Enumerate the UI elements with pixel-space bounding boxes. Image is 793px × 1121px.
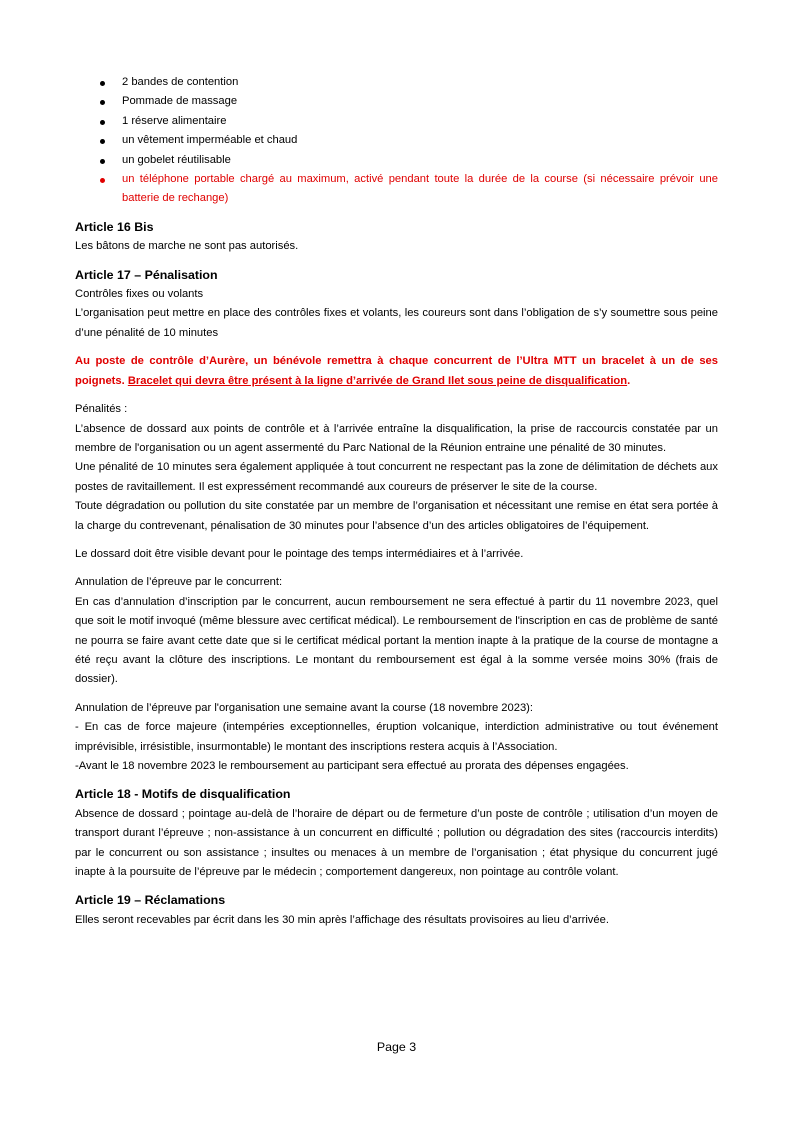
runner-cancellation-label: Annulation de l’épreuve par le concurrent: bbox=[75, 576, 283, 589]
article-16-heading: Article 16 Bis bbox=[75, 219, 154, 234]
list-item: un gobelet réutilisable bbox=[75, 151, 718, 170]
organisation-cancellation-label: Annulation de l’épreuve par l'organisation une semaine avant la course (18 novembre 2023): bbox=[75, 701, 534, 714]
document-body bbox=[75, 73, 718, 930]
penalties-paragraph-2: Une pénalité de 10 minutes sera également appliquée à tout concurrent ne respectant pas la zone de délimitation de déchets aux postes de ravitaillement. Il est expressément recommandé aux coureurs de préserver le site de la course. bbox=[75, 461, 718, 493]
bracelet-notice-underlined: Bracelet qui devra être présent à la ligne d’arrivée de Grand Ilet sous peine de disqualification bbox=[127, 374, 628, 387]
list-item: 2 bandes de contention bbox=[75, 73, 718, 92]
organisation-cancellation-line-1: - En cas de force majeure (intempéries exceptionnelles, éruption volcanique, interdiction administrative ou tout événement imprévisible, irrésistible, insurmontable) le montant des inscriptions restera acquis à l’Association. bbox=[75, 721, 718, 753]
organisation-cancellation-line-2: -Avant le 18 novembre 2023 le remboursement au participant sera effectué au prorata des dépenses engagées. bbox=[75, 760, 629, 772]
article-19-text: Elles seront recevables par écrit dans les 30 min après l’affichage des résultats provisoires au lieu d’arrivée. bbox=[75, 913, 609, 926]
bib-paragraph: Le dossard doit être visible devant pour le pointage des temps intermédiaires et à l’arrivée. bbox=[75, 547, 524, 560]
bracelet-notice-end: . bbox=[627, 374, 631, 387]
page-number: Page 3 bbox=[376, 1040, 417, 1054]
article-17-heading: Article 17 – Pénalisation bbox=[75, 267, 218, 282]
controls-paragraph: L’organisation peut mettre en place des contrôles fixes et volants, les coureurs sont dans l’obligation de s’y soumettre sous peine d’une pénalité de 10 minutes bbox=[75, 307, 718, 339]
penalties-paragraph-3: Toute dégradation ou pollution du site constatée par un membre de l’organisation et nécessitant une remise en état sera portée à la charge du contrevenant, pénalisation de 30 minutes pour l’absence d’un des articles obligatoires de l’équipement. bbox=[75, 500, 718, 532]
article-18-text: Absence de dossard ; pointage au-delà de l’horaire de départ ou de fermeture d’un poste de contrôle ; utilisation d’un moyen de transport durant l’épreuve ; non-assistance à un concurrent en difficulté ; pollution ou dégradation des sites (raccourcis interdits) par le concurrent ou son assistance ; insultes ou menaces à un membre de l’organisation ; état physique du concurrent jugé inapte à la poursuite de l’épreuve par le médecin ; comportement dangereux, non pointage au contrôle volant. bbox=[75, 807, 718, 879]
runner-cancellation-text: En cas d’annulation d’inscription par le concurrent, aucun remboursement ne sera effectué à partir du 11 novembre 2023, quel que soit le motif invoqué (même blessure avec certificat médical). Le remboursement de l'inscription en cas de problème de santé ne pourra se faire avant cette date que si le certificat médical portant la mention inapte à la pratique de la course de montagne a été reçu avant la clôture des inscriptions. Le montant du remboursement est égal à la somme versée moins 30% (frais de dossier). bbox=[75, 595, 718, 686]
bracelet-notice bbox=[75, 352, 718, 391]
controls-subtitle: Contrôles fixes ou volants bbox=[75, 288, 204, 301]
bracelet-notice-text: Au poste de contrôle d’Aurère, un bénévole remettra à chaque concurrent de l’Ultra MTT un bracelet à un de ses poignets. bbox=[75, 355, 718, 387]
penalties-paragraph-1: L’absence de dossard aux points de contrôle et à l’arrivée entraîne la disqualification, la prise de raccourcis constatée par un membre de l'organisation ou un agent assermenté du Parc National de la Réunion entraine une pénalité de 30 minutes. bbox=[75, 422, 718, 454]
penalties-label: Pénalités : bbox=[75, 403, 128, 416]
article-16-text: Les bâtons de marche ne sont pas autorisés. bbox=[75, 240, 299, 253]
list-item-phone: un téléphone portable chargé au maximum, activé pendant toute la durée de la course (si nécessaire prévoir une batterie de rechange) bbox=[75, 170, 718, 209]
list-item: 1 réserve alimentaire bbox=[75, 112, 718, 131]
equipment-list bbox=[75, 73, 718, 209]
article-18-heading: Article 18 - Motifs de disqualification bbox=[75, 787, 291, 802]
list-item: un vêtement imperméable et chaud bbox=[75, 131, 718, 150]
list-item: Pommade de massage bbox=[75, 92, 718, 111]
article-19-heading: Article 19 – Réclamations bbox=[75, 893, 226, 908]
